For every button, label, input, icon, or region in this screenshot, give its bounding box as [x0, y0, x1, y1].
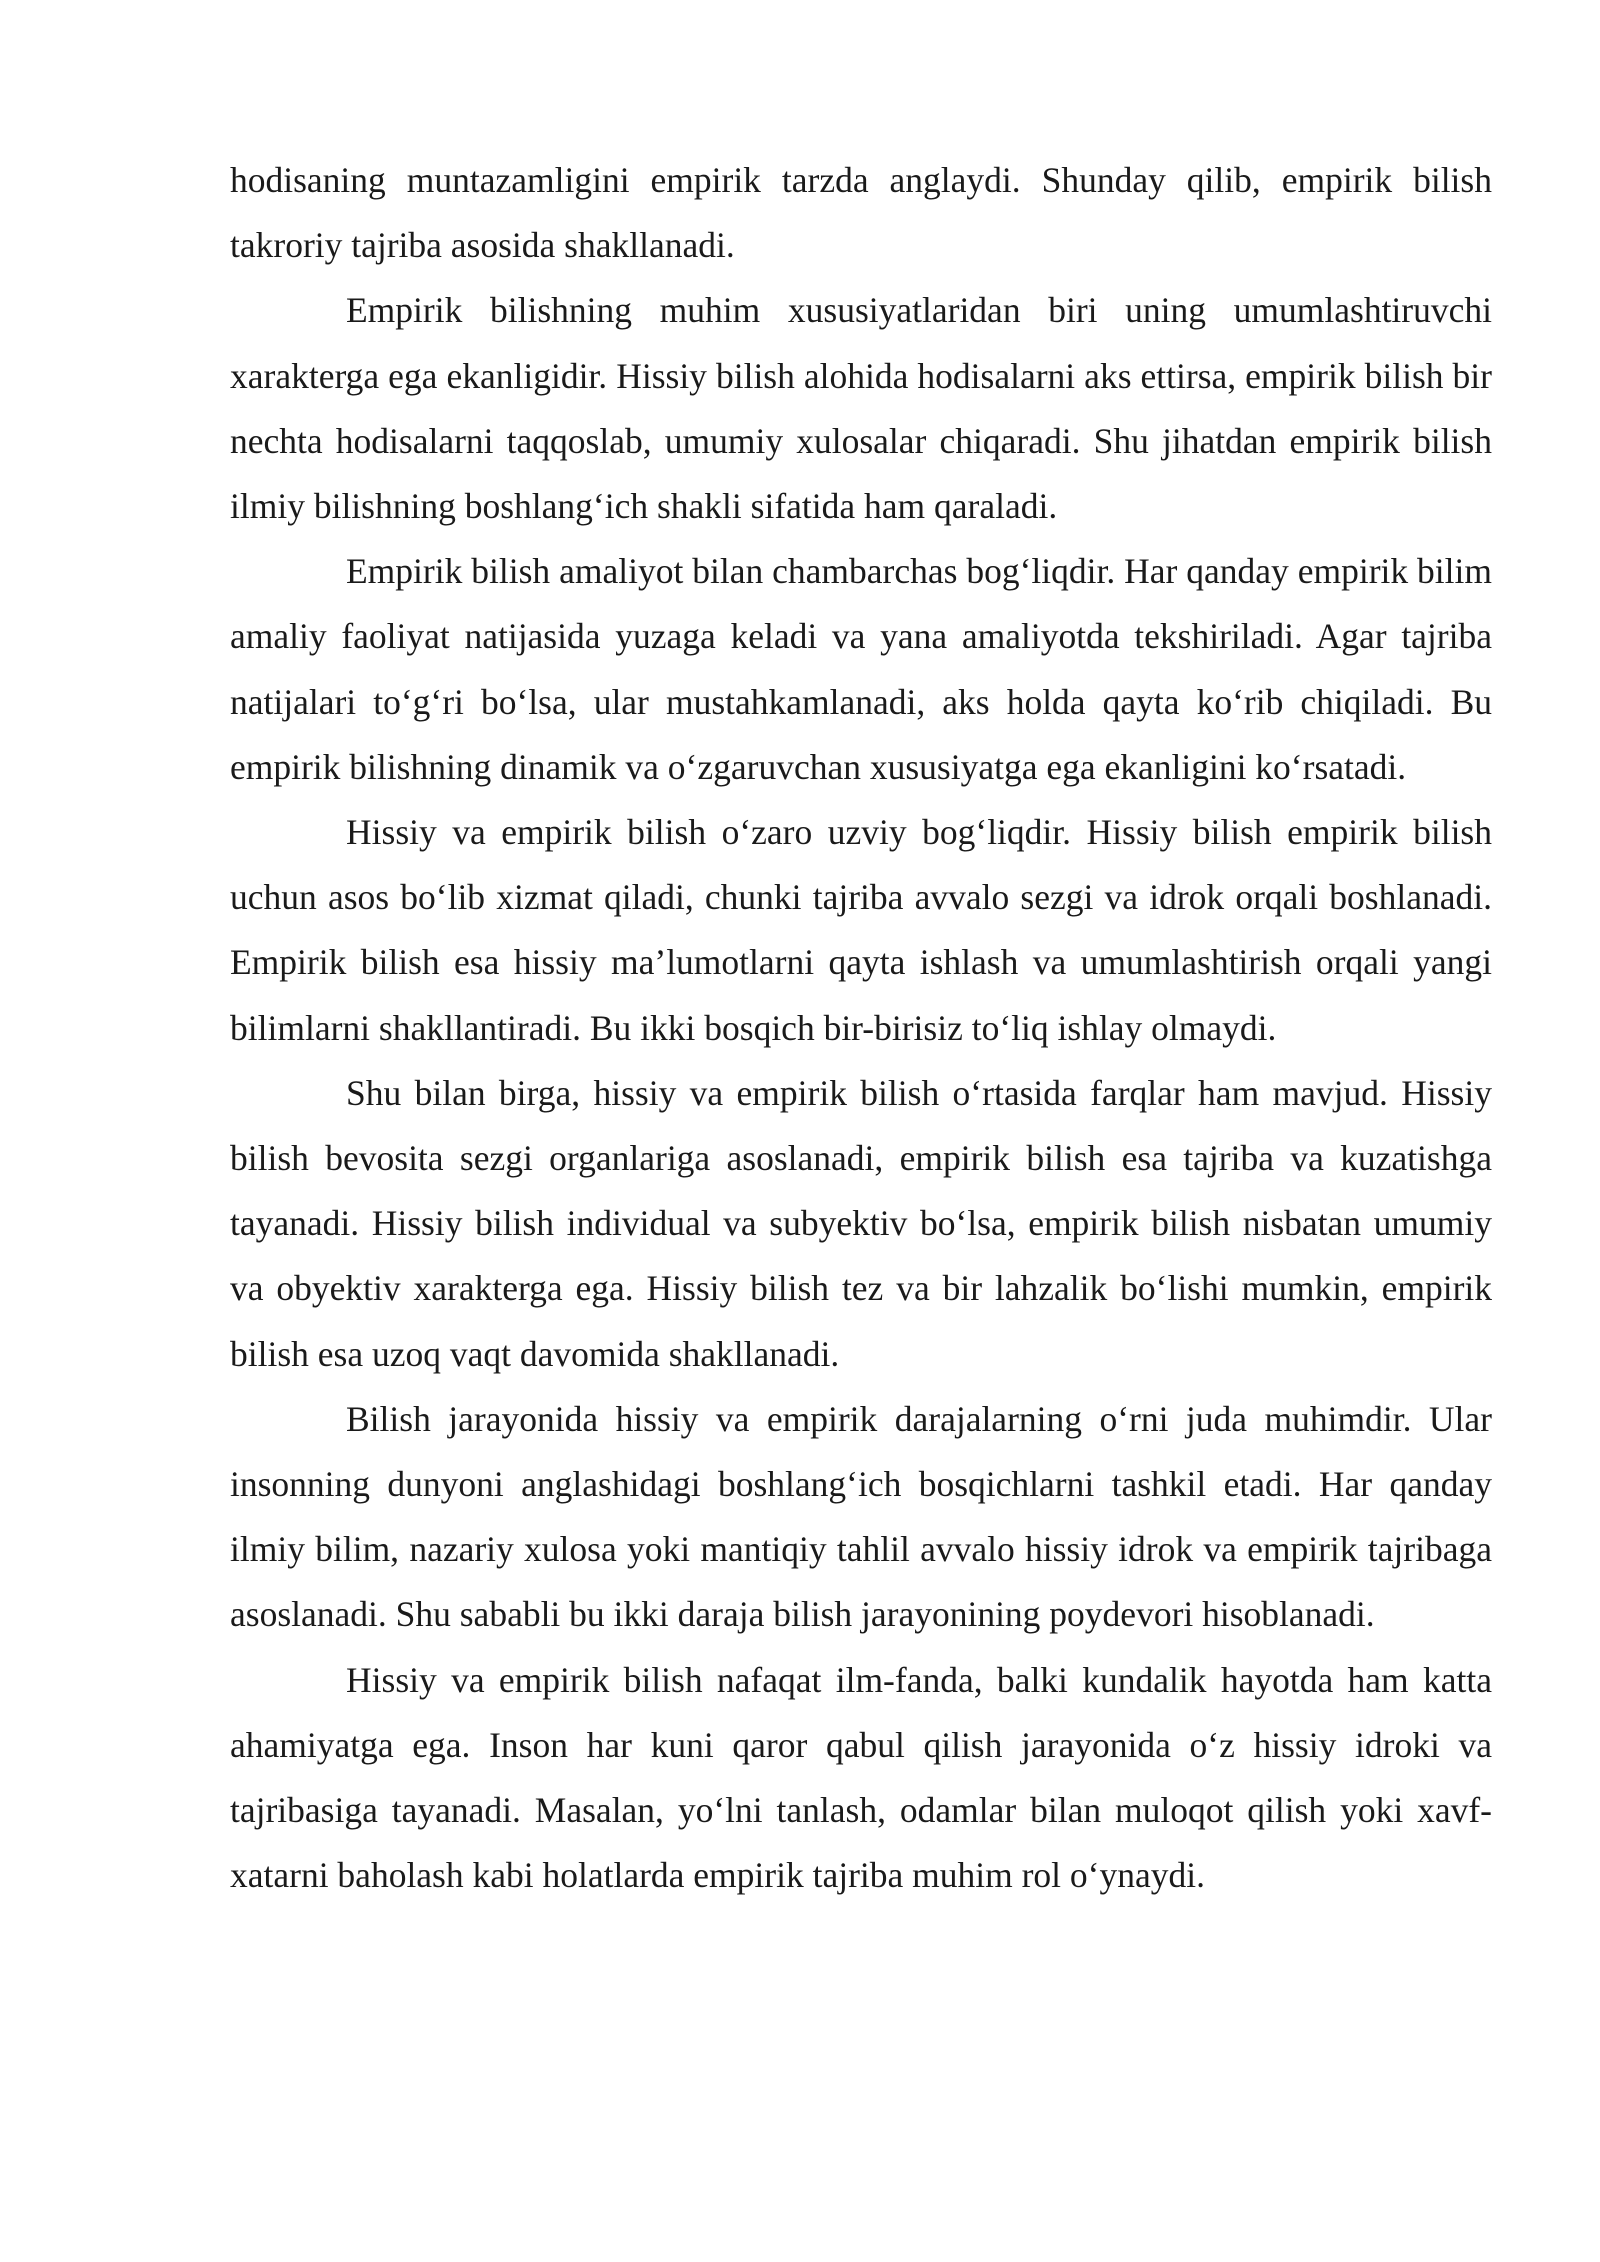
paragraph-practice-link: Empirik bilish amaliyot bilan chambarchas bog‘liqdir. Har qanday empirik bilim amaliy faoliyat natijasida yuzaga keladi va yana amaliyotda tekshiriladi. Agar tajriba natijalari to‘g‘ri bo‘lsa, ular mustahkamlanadi, aks holda qayta ko‘rib chiqiladi. Bu empirik bilishning dinamik va o‘zgaruvchan xususiyatga ega ekanligini ko‘rsatadi.	[230, 551, 1492, 787]
paragraph-differences: Shu bilan birga, hissiy va empirik bilish o‘rtasida farqlar ham mavjud. Hissiy bilish bevosita sezgi organlariga asoslanadi, empirik bilish esa tajriba va kuzatishga tayanadi. Hissiy bilish individual va subyektiv bo‘lsa, empirik bilish nisbatan umumiy va obyektiv xarakterga ega. Hissiy bilish tez va bir lahzalik bo‘lishi mumkin, empirik bilish esa uzoq vaqt davomida shakllanadi.	[230, 1072, 1492, 1374]
paragraph-continuation: hodisaning muntazamligini empirik tarzda anglaydi. Shunday qilib, empirik bilish takroriy tajriba asosida shakllanadi.	[230, 160, 1492, 266]
paragraph-interrelation: Hissiy va empirik bilish o‘zaro uzviy bog‘liqdir. Hissiy bilish empirik bilish uchun asos bo‘lib xizmat qiladi, chunki tajriba avvalo sezgi va idrok orqali boshlanadi. Empirik bilish esa hissiy ma’lumotlarni qayta ishlash va umumlashtirish orqali yangi bilimlarni shakllantiradi. Bu ikki bosqich bir-birisiz to‘liq ishlay olmaydi.	[230, 812, 1492, 1048]
paragraph-role-in-cognition: Bilish jarayonida hissiy va empirik darajalarning o‘rni juda muhimdir. Ular insonning dunyoni anglashidagi boshlang‘ich bosqichlarni tashkil etadi. Har qanday ilmiy bilim, nazariy xulosa yoki mantiqiy tahlil avvalo hissiy idrok va empirik tajribaga asoslanadi. Shu sababli bu ikki daraja bilish jarayonining poydevori hisoblanadi.	[230, 1398, 1492, 1635]
paragraph-generalizing-character: Empirik bilishning muhim xususiyatlaridan biri uning umumlashtiruvchi xarakterga ega ekanligidir. Hissiy bilish alohida hodisalarni aks ettirsa, empirik bilish bir nechta hodisalarni taqqoslab, umumiy xulosalar chiqaradi. Shu jihatdan empirik bilish ilmiy bilishning boshlang‘ich shakli sifatida ham qaraladi.	[230, 290, 1492, 527]
document-page	[230, 148, 1492, 1908]
paragraph-everyday-life: Hissiy va empirik bilish nafaqat ilm-fanda, balki kundalik hayotda ham katta ahamiyatga ega. Inson har kuni qaror qabul qilish jarayonida o‘z hissiy idroki va tajribasiga tayanadi. Masalan, yo‘lni tanlash, odamlar bilan muloqot qilish yoki xavf-xatarni baholash kabi holatlarda empirik tajriba muhim rol o‘ynaydi.	[230, 1659, 1492, 1896]
